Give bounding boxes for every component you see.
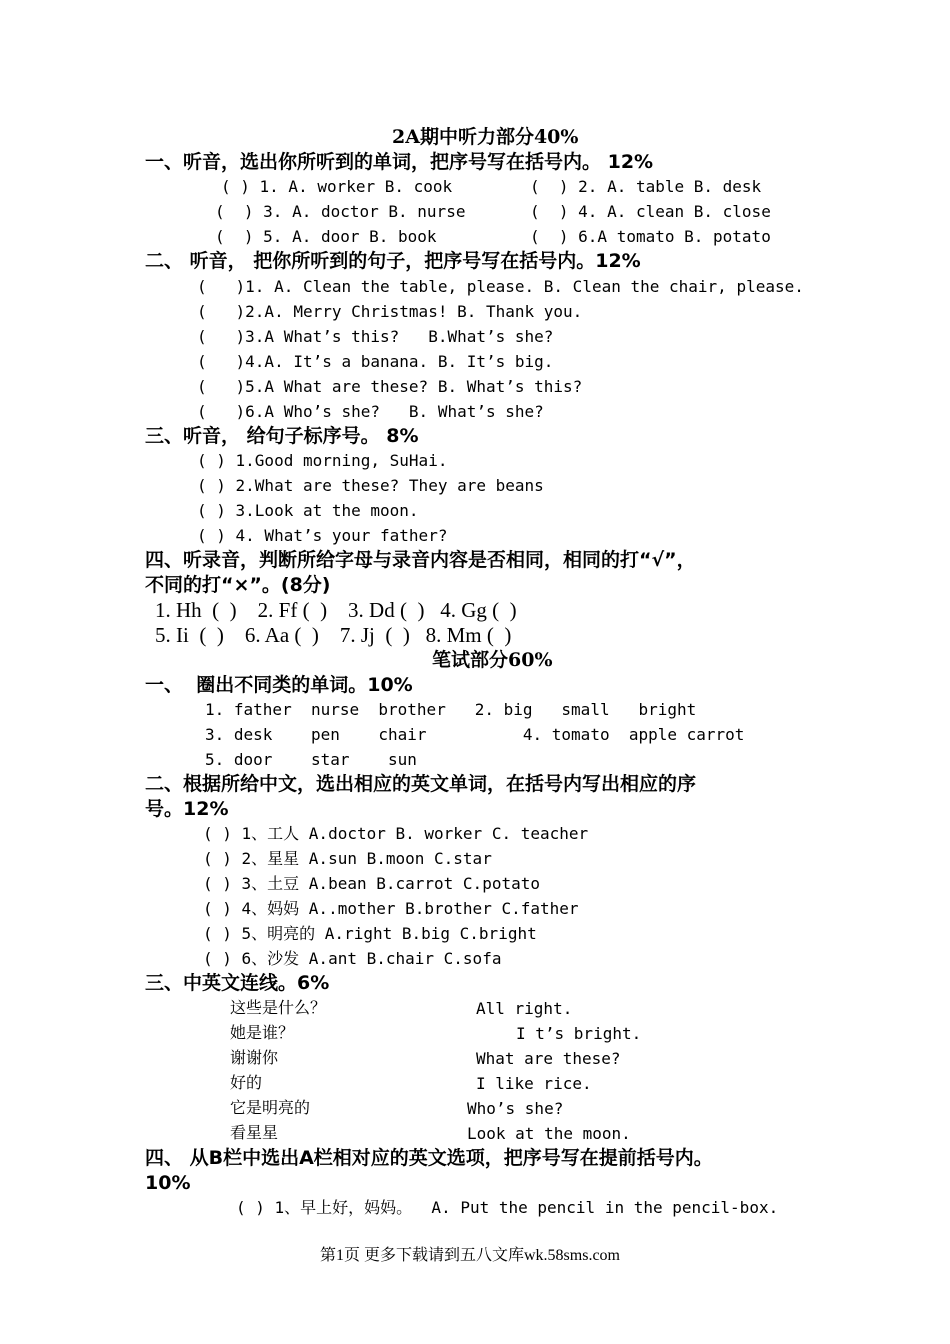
listening-title: 2A期中听力部分40% [392,126,579,148]
match-right-item: I like rice. [476,1074,592,1093]
translation-item: ( ) 4、妈妈 A..mother B.brother C.father [203,899,579,918]
translation-item: ( ) 3、土豆 A.bean B.carrot C.potato [203,874,540,893]
ab-match-item: ( ) 1、早上好，妈妈。 A. Put the pencil in the pencil-box. [236,1198,779,1217]
sentence-question: ( )4.A. It’s a banana. B. It’s big. [197,352,554,371]
sentence-question: ( )1. A. Clean the table, please. B. Clean the chair, please. [197,277,804,296]
written-section-1-heading: 一、 圈出不同类的单词。10% [145,674,413,696]
match-left-item: 好的 [230,1073,263,1092]
match-left-item: 这些是什么？ [230,998,327,1017]
listening-section-1-heading: 一、听音，选出你所听到的单词，把序号写在括号内。 12% [145,151,654,173]
listening-section-3-heading: 三、听音， 给句子标序号。 8% [145,425,419,447]
written-section-2-heading-cont: 号。12% [145,798,229,820]
page-footer: 第1页 更多下载请到五八文库wk.58sms.com [320,1247,621,1264]
translation-item: ( ) 5、明亮的 A.right B.big C.bright [203,924,537,943]
sentence-question: ( )3.A What’s this? B.What’s she? [197,327,554,346]
match-right-item: Who’s she? [467,1099,564,1118]
odd-word-row-1: 1. father nurse brother 2. big small bright [205,700,697,719]
listening-section-2-heading: 二、 听音， 把你所听到的句子，把序号写在括号内。12% [145,250,641,272]
listening-section-4-heading: 四、听录音，判断所给字母与录音内容是否相同，相同的打“√”， [145,549,696,571]
written-section-4-heading: 四、 从B栏中选出A栏相对应的英文选项，把序号写在提前括号内。 [145,1147,713,1169]
sentence-question: ( )5.A What are these? B. What’s this? [197,377,583,396]
match-right-item: What are these? [476,1049,621,1068]
word-question-3: ( ) 3. A. doctor B. nurse [215,202,466,221]
sentence-question: ( )6.A Who’s she? B. What’s she? [197,402,544,421]
match-left-item: 它是明亮的 [230,1098,311,1117]
word-question-4: ( ) 4. A. clean B. close [530,202,771,221]
match-right-item: Look at the moon. [467,1124,631,1143]
odd-word-row-2: 3. desk pen chair 4. tomato apple carrot [205,725,745,744]
listening-section-4-heading-cont: 不同的打“×”。(8分) [145,574,331,596]
written-section-4-heading-cont: 10% [145,1172,191,1194]
written-title: 笔试部分60% [432,649,553,671]
letter-row-2: 5. Ii ( ) 6. Aa ( ) 7. Jj ( ) 8. Mm ( ) [155,623,512,647]
ordering-item: ( ) 2.What are these? They are beans [197,476,544,495]
ordering-item: ( ) 3.Look at the moon. [197,501,419,520]
written-section-2-heading: 二、根据所给中文，选出相应的英文单词，在括号内写出相应的序 [145,773,697,795]
odd-word-row-3: 5. door star sun [205,750,417,769]
word-question-2: ( ) 2. A. table B. desk [530,177,762,196]
match-left-item: 谢谢你 [230,1048,279,1067]
word-question-1: ( ) 1. A. worker B. cook [221,177,453,196]
word-question-6: ( ) 6.A tomato B. potato [530,227,771,246]
translation-item: ( ) 6、沙发 A.ant B.chair C.sofa [203,949,502,968]
match-right-item: I t’s bright. [516,1024,642,1043]
ordering-item: ( ) 1.Good morning, SuHai. [197,451,448,470]
match-left-item: 她是谁？ [230,1023,295,1042]
written-section-3-heading: 三、中英文连线。6% [145,972,330,994]
word-question-5: ( ) 5. A. door B. book [215,227,437,246]
match-right-item: All right. [476,999,573,1018]
letter-row-1: 1. Hh ( ) 2. Ff ( ) 3. Dd ( ) 4. Gg ( ) [155,598,517,622]
translation-item: ( ) 2、星星 A.sun B.moon C.star [203,849,492,868]
ordering-item: ( ) 4. What’s your father? [197,526,448,545]
match-left-item: 看星星 [230,1123,279,1142]
translation-item: ( ) 1、工人 A.doctor B. worker C. teacher [203,824,589,843]
sentence-question: ( )2.A. Merry Christmas! B. Thank you. [197,302,583,321]
